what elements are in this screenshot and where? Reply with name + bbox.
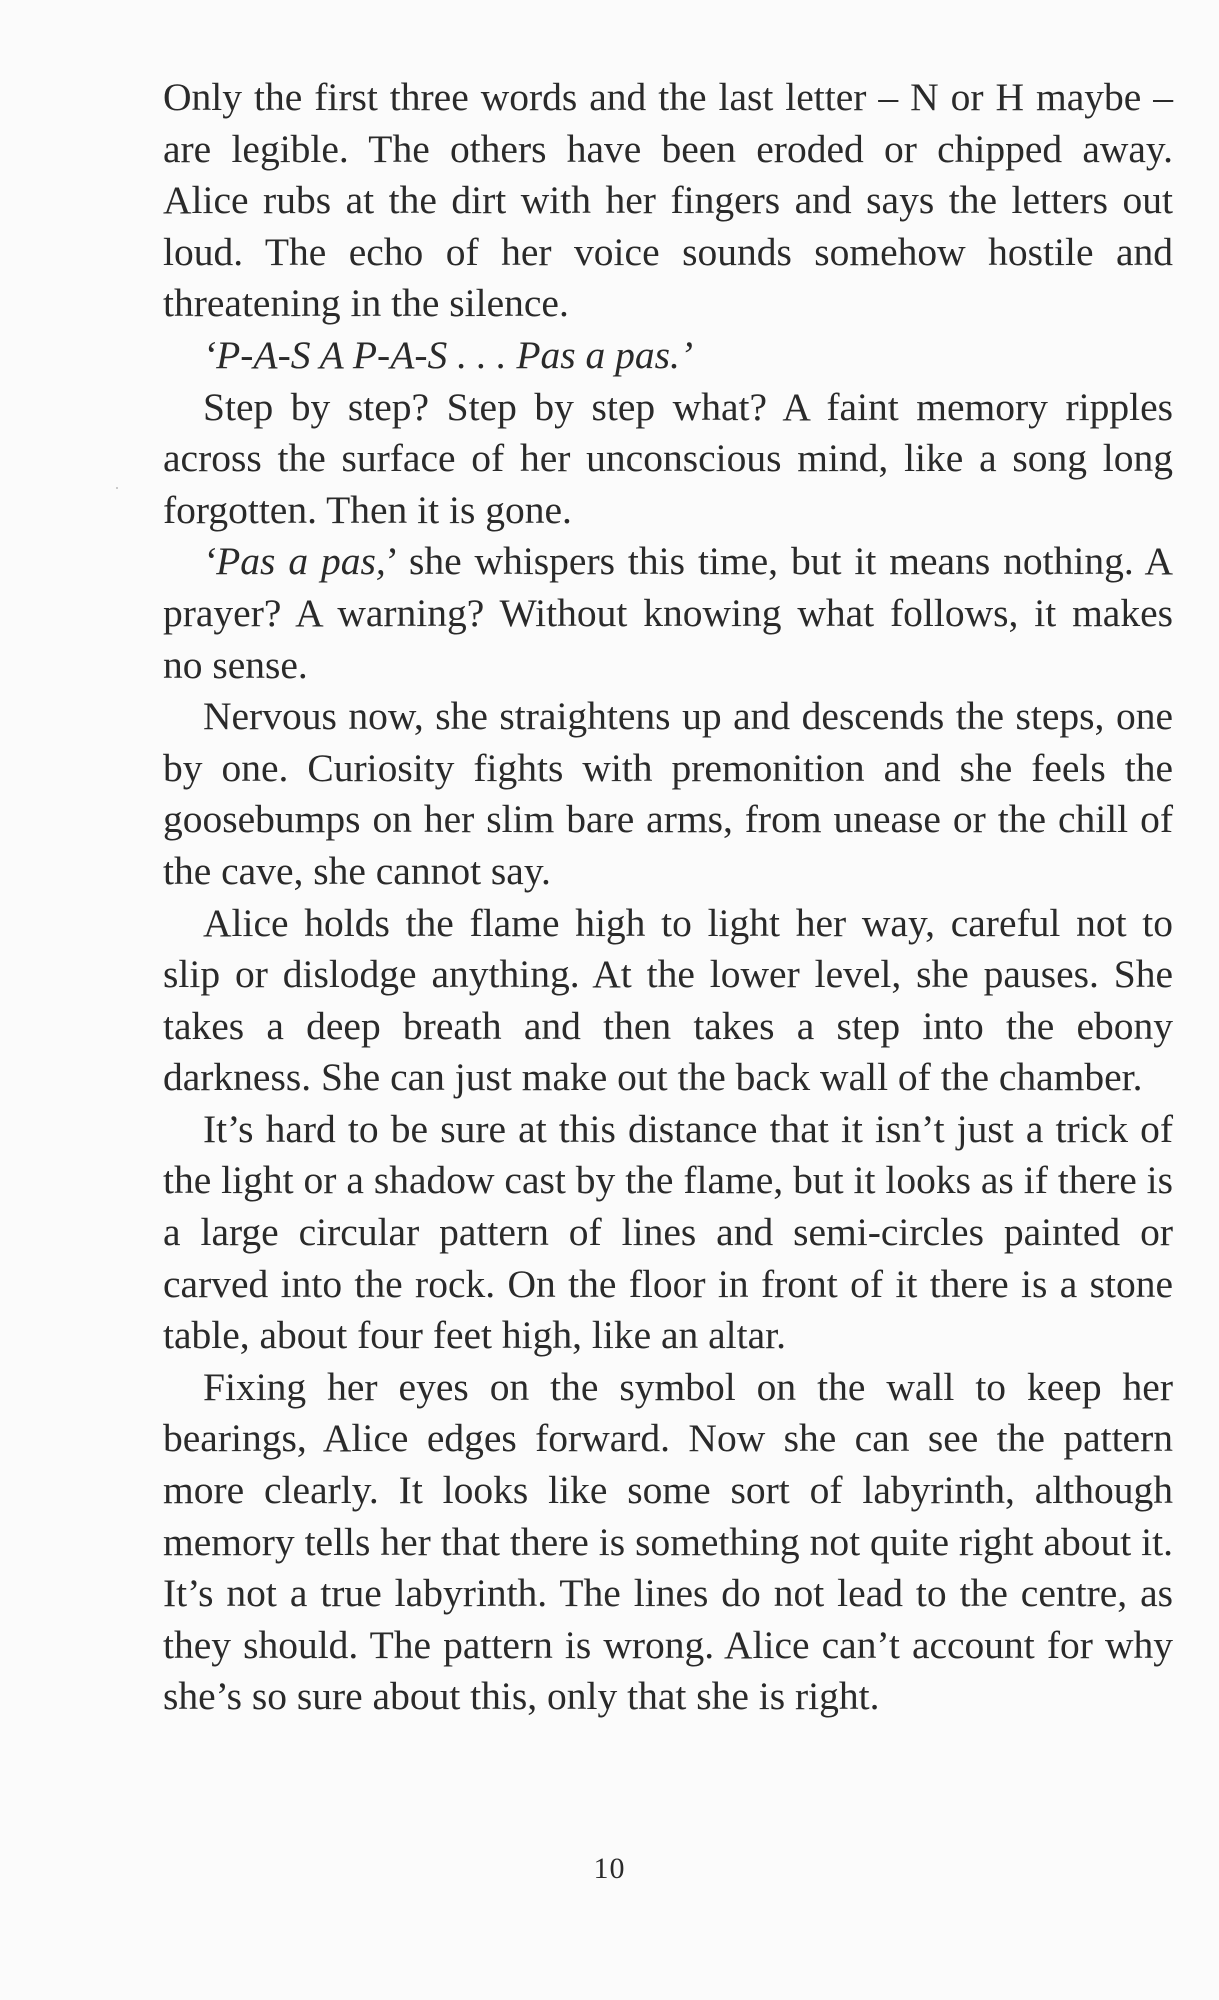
paragraph-pattern: It’s hard to be sure at this distance that it isn’t just a trick of the light or a shadow cast by the flame, but it looks as if there is a large circular pattern of lines and semi-circles painted or carved into the rock. On the floor in front of it there is a stone table, about four feet high, like an altar. (163, 1106, 1173, 1358)
body-text (163, 72, 1173, 1723)
paragraph-descends: Nervous now, she straightens up and descends the steps, one by one. Curiosity fights with premonition and she feels the goosebumps on her slim bare arms, from unease or the chill of the cave, she cannot say. (163, 694, 1173, 893)
paragraph-inscription: Only the first three words and the last letter – N or H maybe – are legible. The others have been eroded or chipped away. Alice rubs at the dirt with her fingers and says the letters out loud. The echo of her voice sounds somehow hostile and threatening in the silence. (163, 75, 1173, 326)
paragraph-pas-a-pas-letters: ‘P-A-S A P-A-S . . . Pas a pas.’ (203, 332, 694, 377)
whisper-rest: ’ she whispers this time, but it means nothing. A prayer? A warning? Without knowing what follows, it makes no sense. (163, 539, 1173, 687)
paper-speck (116, 487, 118, 489)
paragraph-step-by-step: Step by step? Step by step what? A faint memory ripples across the surface of her unconscious mind, like a song long forgotten. Then it is gone. (163, 384, 1173, 532)
paragraph-flame: Alice holds the flame high to light her way, careful not to slip or dislodge anything. At the lower level, she pauses. She takes a deep breath and then takes a step into the ebony darkness. She can just make out the back wall of the chamber. (163, 900, 1173, 1100)
page-number: 10 (593, 1852, 626, 1885)
paragraph-labyrinth: Fixing her eyes on the symbol on the wall to keep her bearings, Alice edges forward. Now she can see the pattern more clearly. It looks like some sort of labyrinth, although memory tells her that there is something not quite right about it. It’s not a true labyrinth. The lines do not lead to the centre, as they should. The pattern is wrong. Alice can’t account for why she’s so sure about this, only that she is right. (163, 1364, 1173, 1719)
whisper-italic: ‘Pas a pas, (203, 539, 386, 584)
paragraph-whisper (163, 536, 1173, 691)
